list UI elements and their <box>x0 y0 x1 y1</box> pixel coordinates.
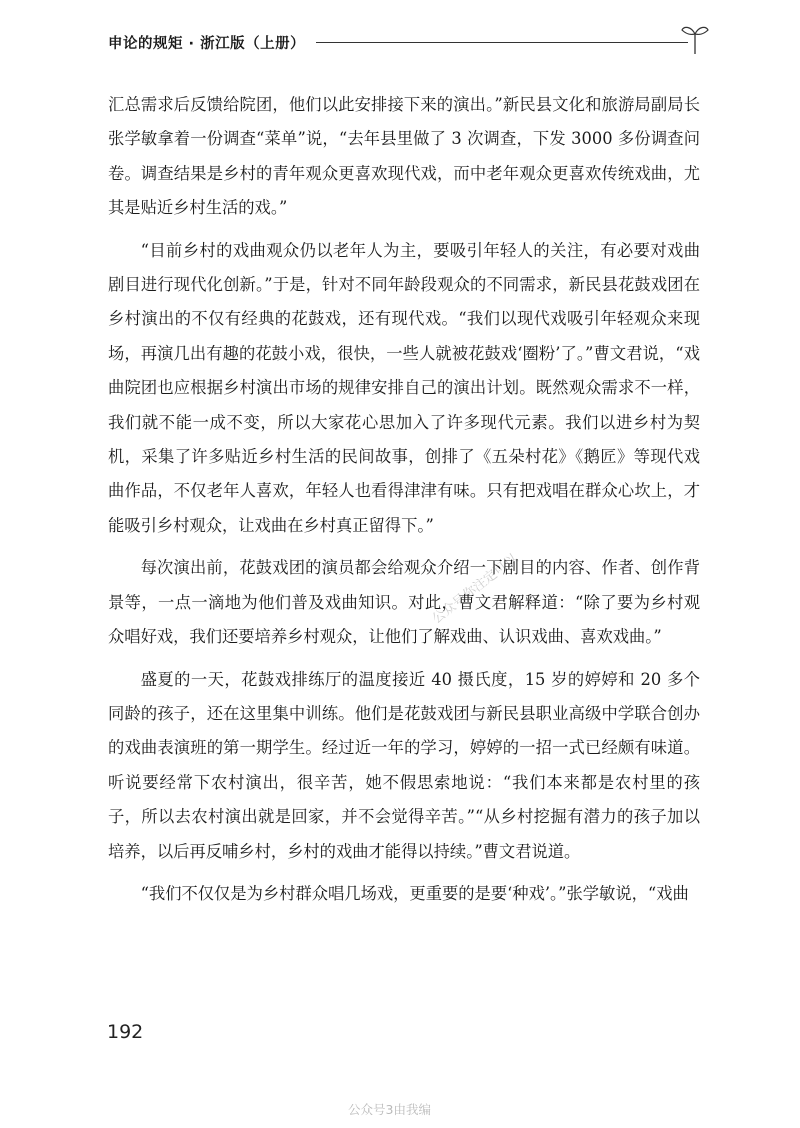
body-text <box>108 88 700 911</box>
running-header <box>108 28 708 60</box>
page-number: 192 <box>107 1021 144 1043</box>
sprout-icon <box>680 18 710 54</box>
paragraph-5: “我们不仅仅是为乡村群众唱几场戏，更重要的是要‘种戏’。”张学敏说，“戏曲 <box>140 883 689 903</box>
footer-stamp: 公众号3由我编 <box>348 1102 431 1117</box>
paragraph-1: 汇总需求后反馈给院团，他们以此安排接下来的演出。”新民县文化和旅游局副局长张学敏拿着一份调查“菜单”说，“去年县里做了 3 次调查，下发 3000 多份调查问卷。调查结果是乡村的青年观众更喜欢现代戏，而中老年观众更喜欢传统戏曲，尤其是贴近乡村生活的戏。” <box>108 95 700 218</box>
paragraph-4: 盛夏的一天，花鼓戏排练厅的温度接近 40 摄氏度，15 岁的婷婷和 20 多个同龄的孩子，还在这里集中训练。他们是花鼓戏团与新民县职业高级中学联合创办的戏曲表演班的第一期学生。经过近一年的学习，婷婷的一招一式已经颇有味道。听说要经常下农村演出，很辛苦，她不假思索地说：“我们本来都是农村里的孩子，所以去农村演出就是回家，并不会觉得辛苦。”“从乡村挖掘有潜力的孩子加以培养，以后再反哺乡村，乡村的戏曲才能得以持续。”曹文君说道。 <box>108 669 700 861</box>
book-title: 申论的规矩 · 浙江版（上册） <box>108 36 306 52</box>
watermark: 公众号你注定可以 <box>429 551 521 628</box>
header-rule <box>316 42 688 43</box>
paragraph-2: “目前乡村的戏曲观众仍以老年人为主，要吸引年轻人的关注，有必要对戏曲剧目进行现代化创新。”于是，针对不同年龄段观众的不同需求，新民县花鼓戏团在乡村演出的不仅有经典的花鼓戏，还有现代戏。“我们以现代戏吸引年轻观众来现场，再演几出有趣的花鼓小戏，很快，一些人就被花鼓戏‘圈粉’了。”曹文君说，“戏曲院团也应根据乡村演出市场的规律安排自己的演出计划。既然观众需求不一样，我们就不能一成不变，所以大家花心思加入了许多现代元素。我们以进乡村为契机，采集了许多贴近乡村生活的民间故事，创排了《五朵村花》《鹅匠》等现代戏曲作品，不仅老年人喜欢，年轻人也看得津津有味。只有把戏唱在群众心坎上，才能吸引乡村观众，让戏曲在乡村真正留得下。” <box>108 240 700 535</box>
paragraph-3: 每次演出前，花鼓戏团的演员都会给观众介绍一下剧目的内容、作者、创作背景等，一点一滴地为他们普及戏曲知识。对此，曹文君解释道：“除了要为乡村观众唱好戏，我们还要培养乡村观众，让他们了解戏曲、认识戏曲、喜欢戏曲。” <box>108 558 700 647</box>
